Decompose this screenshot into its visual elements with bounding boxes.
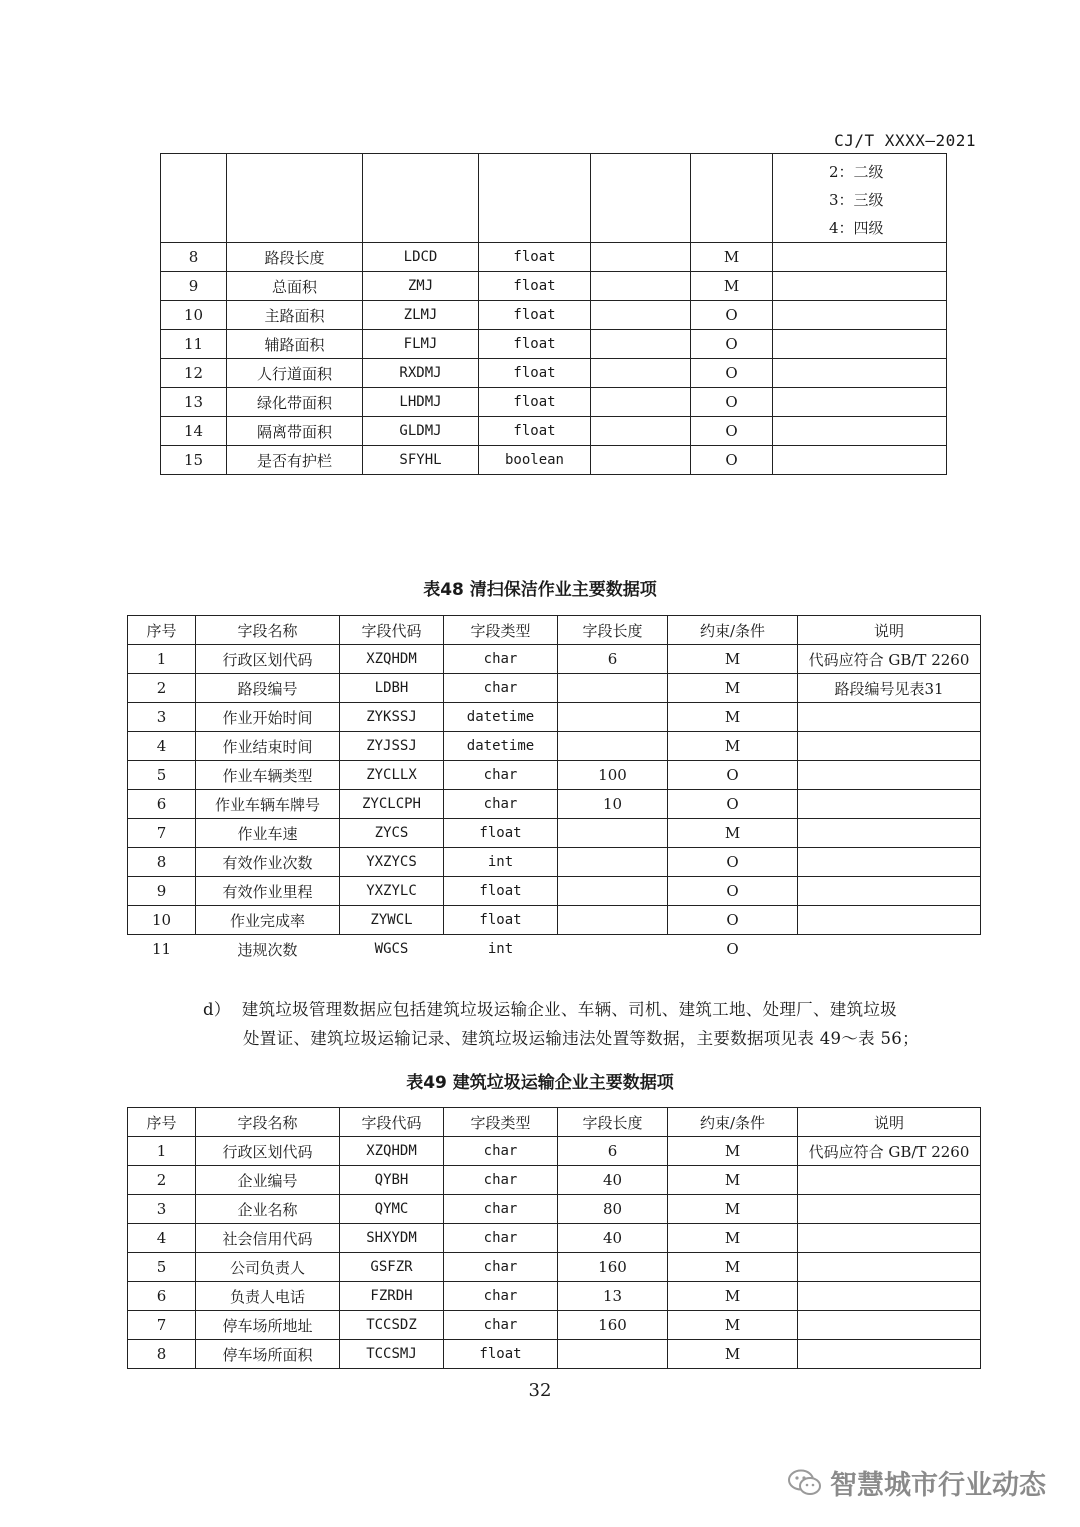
table-row (128, 819, 981, 848)
table-row (128, 790, 981, 819)
table-cell: 行政区划代码 (196, 1137, 340, 1166)
table-cell: O (668, 761, 798, 790)
table-cell: GLDMJ (363, 417, 479, 446)
table-cell: 11 (151, 940, 172, 959)
table-cell: int (444, 848, 558, 877)
table-cell (558, 848, 668, 877)
table-cell: 13 (161, 388, 227, 417)
table-cell: M (668, 1253, 798, 1282)
table-cell: 作业车速 (196, 819, 340, 848)
table-cell: float (444, 877, 558, 906)
table48 (127, 615, 981, 964)
table-cell (798, 1195, 981, 1224)
table-cell: datetime (444, 732, 558, 761)
table48-header-row (128, 616, 981, 645)
table-cell: 5 (128, 761, 196, 790)
table-row (128, 645, 981, 674)
table-row (161, 243, 947, 272)
table-cell: LDCD (363, 243, 479, 272)
table-cell: boolean (479, 446, 591, 475)
table-cell: 路段编号见表31 (798, 674, 981, 703)
table-cell: M (668, 645, 798, 674)
table-cell: float (479, 417, 591, 446)
table-cell (558, 674, 668, 703)
table-cell (798, 906, 981, 935)
table-cell: TCCSMJ (340, 1340, 444, 1369)
table-cell: 14 (161, 417, 227, 446)
table-cell: FZRDH (340, 1282, 444, 1311)
table-cell: float (479, 301, 591, 330)
table-cell: XZQHDM (340, 645, 444, 674)
table-cell: O (691, 388, 773, 417)
table-cell: TCCSDZ (340, 1311, 444, 1340)
table-cell: SFYHL (363, 446, 479, 475)
table-cell: 停车场所地址 (196, 1311, 340, 1340)
table-cell: ZLMJ (363, 301, 479, 330)
column-header: 字段名称 (196, 1108, 340, 1137)
table-cell (773, 359, 947, 388)
table-cell: float (444, 1340, 558, 1369)
table-cell: O (691, 417, 773, 446)
table-cell: 1 (128, 1137, 196, 1166)
table-cell: ZYJSSJ (340, 732, 444, 761)
table-cell: float (479, 243, 591, 272)
table-cell: ZYWCL (340, 906, 444, 935)
table-cell: 160 (558, 1253, 668, 1282)
table-cell (798, 819, 981, 848)
table-cell: XZQHDM (340, 1137, 444, 1166)
table-cell: float (479, 359, 591, 388)
table-cell: SHXYDM (340, 1224, 444, 1253)
table-cell: M (668, 674, 798, 703)
table-cell (558, 877, 668, 906)
table-cell: 企业名称 (196, 1195, 340, 1224)
table-cell: 160 (558, 1311, 668, 1340)
table-row (128, 1137, 981, 1166)
paragraph-d (203, 995, 983, 1053)
table-cell: 40 (558, 1224, 668, 1253)
table-cell: 5 (128, 1253, 196, 1282)
table-cell (773, 417, 947, 446)
table-cell (798, 1224, 981, 1253)
table-row (128, 761, 981, 790)
table-cell (798, 848, 981, 877)
table-cell: 停车场所面积 (196, 1340, 340, 1369)
table-cell: 辅路面积 (227, 330, 363, 359)
table-cell: M (668, 1340, 798, 1369)
table-cell: LDBH (340, 674, 444, 703)
table-row (128, 1166, 981, 1195)
table-row (128, 703, 981, 732)
table-cell: 公司负责人 (196, 1253, 340, 1282)
table-cell: float (444, 906, 558, 935)
table-cell: 6 (558, 645, 668, 674)
column-header: 字段类型 (444, 1108, 558, 1137)
table-cell: ZYKSSJ (340, 703, 444, 732)
table-cell: char (444, 645, 558, 674)
table-cell: O (691, 301, 773, 330)
table-row (161, 330, 947, 359)
table-cell: 人行道面积 (227, 359, 363, 388)
table-cell: 行政区划代码 (196, 645, 340, 674)
table-cell (773, 446, 947, 475)
table-cell: 3 (128, 1195, 196, 1224)
table-row (161, 154, 947, 243)
table-cell (591, 446, 691, 475)
column-header: 序号 (128, 1108, 196, 1137)
table48-caption: 表48 清扫保洁作业主要数据项 (423, 580, 657, 600)
table-cell (591, 154, 691, 243)
table-row (161, 359, 947, 388)
column-header: 字段长度 (558, 1108, 668, 1137)
column-header: 字段类型 (444, 616, 558, 645)
table-cell: O (691, 330, 773, 359)
table-cell (798, 761, 981, 790)
table-cell: O (668, 790, 798, 819)
table-cell (591, 417, 691, 446)
table-cell: O (668, 848, 798, 877)
column-header: 序号 (128, 616, 196, 645)
level-list-cell (773, 154, 947, 243)
table-cell: 6 (128, 1282, 196, 1311)
table49-header-row (128, 1108, 981, 1137)
table-cell: char (444, 1282, 558, 1311)
table-cell: RXDMJ (363, 359, 479, 388)
table-cell: ZYCLCPH (340, 790, 444, 819)
table-cell (558, 1340, 668, 1369)
column-header: 字段代码 (340, 616, 444, 645)
table-cell: char (444, 674, 558, 703)
table-cell: 2 (128, 674, 196, 703)
table-cell: char (444, 1224, 558, 1253)
page-number: 32 (528, 1380, 552, 1401)
table-row (128, 906, 981, 935)
column-header: 说明 (798, 1108, 981, 1137)
table-cell: float (444, 819, 558, 848)
table-cell: char (444, 790, 558, 819)
table-cell: O (668, 906, 798, 935)
table-cell: 100 (558, 761, 668, 790)
table-cell: 代码应符合 GB/T 2260 (798, 1137, 981, 1166)
table-cell (479, 154, 591, 243)
table-cell: QYMC (340, 1195, 444, 1224)
table-cell (558, 906, 668, 935)
table-cell: 违规次数 (237, 940, 298, 959)
table-cell: M (668, 703, 798, 732)
table-cell: 总面积 (227, 272, 363, 301)
wechat-icon (788, 1469, 822, 1497)
table-cell: O (691, 446, 773, 475)
paragraph-line1: 建筑垃圾管理数据应包括建筑垃圾运输企业、车辆、司机、建筑工地、处理厂、建筑垃圾 (241, 1000, 897, 1019)
paragraph-line2: 处置证、建筑垃圾运输记录、建筑垃圾运输违法处置等数据，主要数据项见表 49～表 56； (243, 1029, 919, 1048)
table-cell: YXZYCS (340, 848, 444, 877)
table-cell: 3 (128, 703, 196, 732)
table-cell (773, 243, 947, 272)
table-cell: 80 (558, 1195, 668, 1224)
table-cell: M (668, 1166, 798, 1195)
level-item: 4：四级 (829, 219, 884, 237)
table-row (128, 1253, 981, 1282)
table-cell: 10 (128, 906, 196, 935)
level-item: 2：二级 (829, 163, 884, 181)
table-cell (591, 301, 691, 330)
table-row (128, 674, 981, 703)
table-cell: float (479, 272, 591, 301)
table-cell: M (668, 732, 798, 761)
table-cell: M (668, 1282, 798, 1311)
table-cell: 隔离带面积 (227, 417, 363, 446)
table-cell: char (444, 761, 558, 790)
table-cell: 10 (558, 790, 668, 819)
table-cell (591, 388, 691, 417)
table-cell: 作业车辆类型 (196, 761, 340, 790)
table-cell (798, 732, 981, 761)
table49-caption: 表49 建筑垃圾运输企业主要数据项 (406, 1073, 674, 1093)
table-cell: O (726, 940, 739, 959)
table-cell (798, 703, 981, 732)
table-cell: datetime (444, 703, 558, 732)
table-cell: 13 (558, 1282, 668, 1311)
table-row (128, 877, 981, 906)
table-cell: float (479, 388, 591, 417)
table-cell: QYBH (340, 1166, 444, 1195)
table-cell: LHDMJ (363, 388, 479, 417)
table-cell: 6 (558, 1137, 668, 1166)
table-cell (798, 790, 981, 819)
table-cell: GSFZR (340, 1253, 444, 1282)
level-item: 3：三级 (829, 191, 884, 209)
table-cell: 4 (128, 1224, 196, 1253)
table-cell: YXZYLC (340, 877, 444, 906)
table-cell: 代码应符合 GB/T 2260 (798, 645, 981, 674)
table-cell: M (691, 243, 773, 272)
table-cell: 7 (128, 1311, 196, 1340)
table-cell: 路段编号 (196, 674, 340, 703)
table-cell: 10 (161, 301, 227, 330)
table-cell (558, 935, 668, 964)
table-row (161, 272, 947, 301)
table-cell: char (444, 1137, 558, 1166)
table-cell: 负责人电话 (196, 1282, 340, 1311)
table-cell (363, 154, 479, 243)
table-cell (773, 301, 947, 330)
column-header: 字段长度 (558, 616, 668, 645)
table-cell (773, 272, 947, 301)
table-cell: 绿化带面积 (227, 388, 363, 417)
table-row (161, 446, 947, 475)
table-cell: 8 (161, 243, 227, 272)
table-cell: 9 (161, 272, 227, 301)
table-cell: M (668, 1195, 798, 1224)
table-cell: M (691, 272, 773, 301)
table-cell: 有效作业次数 (196, 848, 340, 877)
table-cell (558, 819, 668, 848)
table-cell: O (668, 877, 798, 906)
table-cell (691, 154, 773, 243)
table-cell: 1 (128, 645, 196, 674)
table-cell: M (668, 1311, 798, 1340)
table-cell (773, 388, 947, 417)
table49 (127, 1107, 981, 1369)
table-cell (591, 243, 691, 272)
standard-code: CJ/T XXXX—2021 (834, 131, 976, 150)
table-cell: 4 (128, 732, 196, 761)
table-row (128, 1311, 981, 1340)
table-cell: O (691, 359, 773, 388)
table-row (128, 1195, 981, 1224)
table-cell: char (444, 1311, 558, 1340)
table-cell: int (487, 941, 514, 958)
table-cell (161, 154, 227, 243)
table-row (128, 1224, 981, 1253)
table-cell: char (444, 1253, 558, 1282)
table-cell (798, 1340, 981, 1369)
table-cell: 2 (128, 1166, 196, 1195)
table-cell: 作业开始时间 (196, 703, 340, 732)
table-cell (591, 359, 691, 388)
table-cell: M (668, 819, 798, 848)
column-header: 约束/条件 (668, 616, 798, 645)
table-row (128, 935, 981, 964)
table-cell: 40 (558, 1166, 668, 1195)
table-cell: 是否有护栏 (227, 446, 363, 475)
table-cell: M (668, 1137, 798, 1166)
table-cell: 11 (161, 330, 227, 359)
table-cell (798, 1311, 981, 1340)
continued-table (160, 153, 947, 475)
table-cell (558, 703, 668, 732)
table-row (128, 848, 981, 877)
table-cell: 作业完成率 (196, 906, 340, 935)
table-cell: 作业结束时间 (196, 732, 340, 761)
table-cell: FLMJ (363, 330, 479, 359)
table-cell (591, 272, 691, 301)
table-row (128, 1282, 981, 1311)
table-cell (591, 330, 691, 359)
table-row (161, 388, 947, 417)
table-cell: 9 (128, 877, 196, 906)
table-cell: ZMJ (363, 272, 479, 301)
table-cell: float (479, 330, 591, 359)
table-cell (798, 1253, 981, 1282)
table-cell: char (444, 1166, 558, 1195)
table-cell (558, 732, 668, 761)
table-cell: 主路面积 (227, 301, 363, 330)
table-cell: WGCS (374, 941, 409, 958)
table-cell: 路段长度 (227, 243, 363, 272)
table-cell (798, 935, 981, 964)
table-cell: 有效作业里程 (196, 877, 340, 906)
column-header: 字段代码 (340, 1108, 444, 1137)
watermark (788, 1463, 1046, 1502)
table-cell (773, 330, 947, 359)
column-header: 约束/条件 (668, 1108, 798, 1137)
table-cell: 8 (128, 1340, 196, 1369)
paragraph-marker: d） (203, 1000, 231, 1019)
table-row (128, 1340, 981, 1369)
table-row (128, 732, 981, 761)
table-cell: 企业编号 (196, 1166, 340, 1195)
table-cell (798, 1166, 981, 1195)
table-cell: 6 (128, 790, 196, 819)
table-cell: ZYCS (340, 819, 444, 848)
table-cell: ZYCLLX (340, 761, 444, 790)
table-cell (227, 154, 363, 243)
table-cell: 社会信用代码 (196, 1224, 340, 1253)
table-row (161, 301, 947, 330)
table-cell (798, 1282, 981, 1311)
table-cell: 12 (161, 359, 227, 388)
table-cell (798, 877, 981, 906)
column-header: 字段名称 (196, 616, 340, 645)
watermark-text: 智慧城市行业动态 (830, 1470, 1046, 1501)
column-header: 说明 (798, 616, 981, 645)
table-cell: 15 (161, 446, 227, 475)
table-row (161, 417, 947, 446)
table-cell: 8 (128, 848, 196, 877)
table-cell: 作业车辆车牌号 (196, 790, 340, 819)
table-cell: 7 (128, 819, 196, 848)
table-cell: char (444, 1195, 558, 1224)
table-cell: M (668, 1224, 798, 1253)
